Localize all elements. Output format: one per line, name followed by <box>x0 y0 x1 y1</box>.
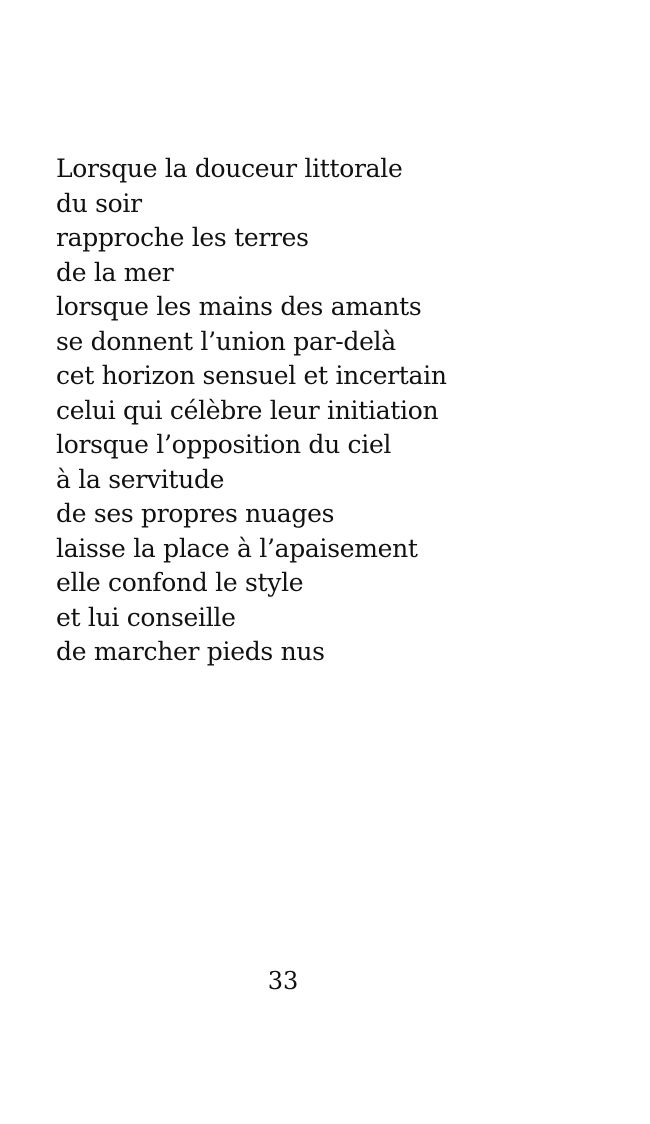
poem-line: de la mer <box>56 257 174 287</box>
poem-line: se donnent l’union par-delà <box>56 326 396 356</box>
poem-line: lorsque l’opposition du ciel <box>56 430 392 459</box>
poem-line: Lorsque la douceur littorale <box>56 154 403 183</box>
poem-line: de ses propres nuages <box>56 499 335 528</box>
poem-line: lorsque les mains des amants <box>56 292 422 321</box>
poem-text <box>56 152 616 670</box>
poem-line: et lui conseille <box>56 602 236 632</box>
poem-line: rapproche les terres <box>56 223 309 252</box>
poem-line: elle confond le style <box>56 568 304 597</box>
poem-line: laisse la place à l’apaisement <box>56 533 418 563</box>
poem-line: de marcher pieds nus <box>56 637 325 666</box>
poem-line: cet horizon sensuel et incertain <box>56 361 447 390</box>
poem-line: du soir <box>56 188 142 218</box>
page-number: 33 <box>267 967 299 995</box>
poem-line: celui qui célèbre leur initiation <box>56 395 439 425</box>
poem-line: à la servitude <box>56 464 225 494</box>
